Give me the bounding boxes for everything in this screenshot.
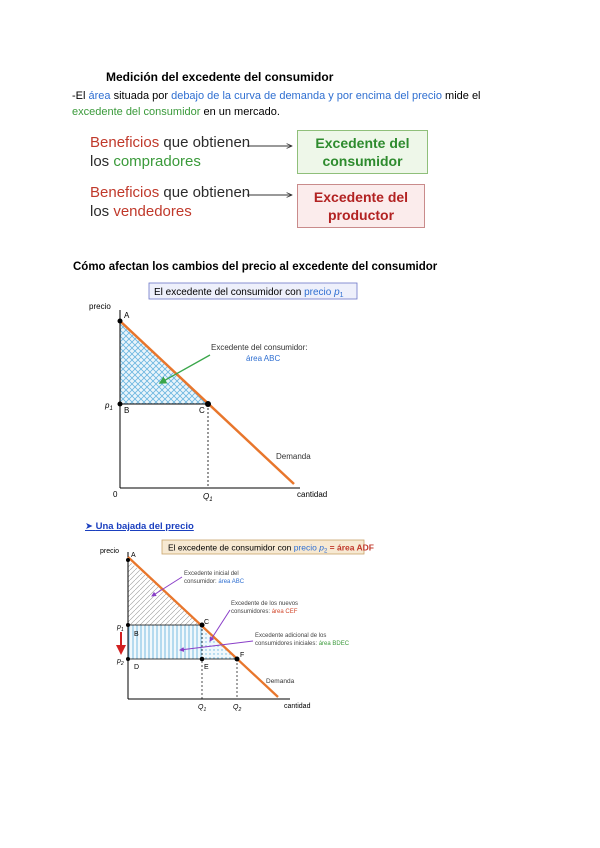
intro-text-5: mide el (441, 90, 481, 102)
intro-text-7: en un mercado. (200, 106, 280, 118)
bullet-text: Una bajada del precio (95, 521, 194, 532)
chart2-point-f (235, 657, 240, 662)
chart1-label-a: A (124, 311, 130, 320)
chart2-ann2-line1: Excedente de los nuevos (231, 601, 299, 607)
chart1-y-label: precio (89, 302, 111, 311)
chart2-title: El excedente de consumidor con precio $p_2$ = área ADF (168, 542, 374, 555)
page-title: Medición del excedente del consumidor (106, 70, 334, 84)
consumer-box-line2: consumidor (322, 153, 403, 169)
chart1-x-label: cantidad (297, 490, 328, 499)
chart2-ann2-line2: consumidores: área CEF (231, 609, 298, 615)
chart1-annotation-line2: área ABC (246, 354, 281, 363)
buyers-benefit-word: Beneficios (90, 134, 160, 151)
chart1-label-c: C (199, 406, 205, 415)
sellers-word: vendedores (113, 203, 192, 220)
chart2-point-a (126, 558, 130, 562)
intro-text-curve: debajo de la curva de demanda y por encima del precio (171, 90, 442, 102)
sellers-benefit-rest: que obtienen (159, 184, 251, 201)
buyers-los: los (90, 153, 114, 170)
chart1-demand-label: Demanda (276, 452, 311, 461)
chart2-demand-label: Demanda (266, 678, 295, 685)
chart2-p2-label: $p_2$ (117, 658, 124, 667)
buyers-benefit-rest: que obtienen (159, 134, 251, 151)
chart2-ann1-line2: consumidor: área ABC (184, 579, 245, 585)
sellers-los: los (90, 203, 114, 220)
consumer-box-line1: Excedente del (315, 135, 410, 151)
buyers-word: compradores (113, 153, 201, 170)
chart2-point-e (200, 657, 205, 662)
chart2-y-label: precio (100, 548, 120, 555)
chart1-origin: 0 (113, 490, 118, 499)
chart2-ann3-line1: Excedente adicional de los (255, 633, 327, 639)
chart1-annotation-line1: Excedente del consumidor: (211, 343, 308, 352)
chart2-point-b (126, 623, 130, 627)
intro-text-1: -El (72, 90, 89, 102)
chart2-label-a: A (131, 552, 136, 559)
producer-box-line1: Excedente del (313, 189, 409, 205)
chart2-ann3-line2: consumidores iniciales: área BDEC (255, 641, 350, 647)
chart2-label-d: D (134, 664, 140, 671)
section-title: Cómo afectan los cambios del precio al excedente del consumidor (73, 261, 438, 273)
intro-text-surplus: excedente del consumidor (72, 106, 201, 118)
chart2-x-label: cantidad (284, 703, 311, 710)
chart2-point-d (126, 657, 130, 661)
bullet-marker-icon: ➤ (85, 521, 93, 532)
sellers-benefit-word: Beneficios (90, 184, 160, 201)
intro-text-3: situada por (110, 90, 172, 102)
chart2-label-e: E (204, 664, 209, 671)
chart1-label-b: B (124, 406, 130, 415)
chart2-label-c: C (204, 619, 210, 626)
chart2-q2-label: $Q_2$ (233, 704, 242, 713)
chart2-ann1-line1: Excedente inicial del (184, 571, 239, 577)
chart1-title: El excedente del consumidor con precio $p_1$ (154, 287, 344, 299)
chart2-q1-label: $Q_1$ (198, 704, 207, 713)
chart1-q1-label: $Q_1$ (203, 492, 213, 503)
chart2-label-f: F (240, 652, 245, 659)
chart2-label-b: B (134, 631, 139, 638)
chart1-p1-label: $p_1$ (105, 401, 113, 412)
chart2-ann2-arrow (210, 610, 230, 641)
chart2-p1-label: $p_1$ (117, 624, 124, 633)
intro-text-area: área (88, 90, 111, 102)
producer-box-line2: productor (327, 207, 395, 223)
